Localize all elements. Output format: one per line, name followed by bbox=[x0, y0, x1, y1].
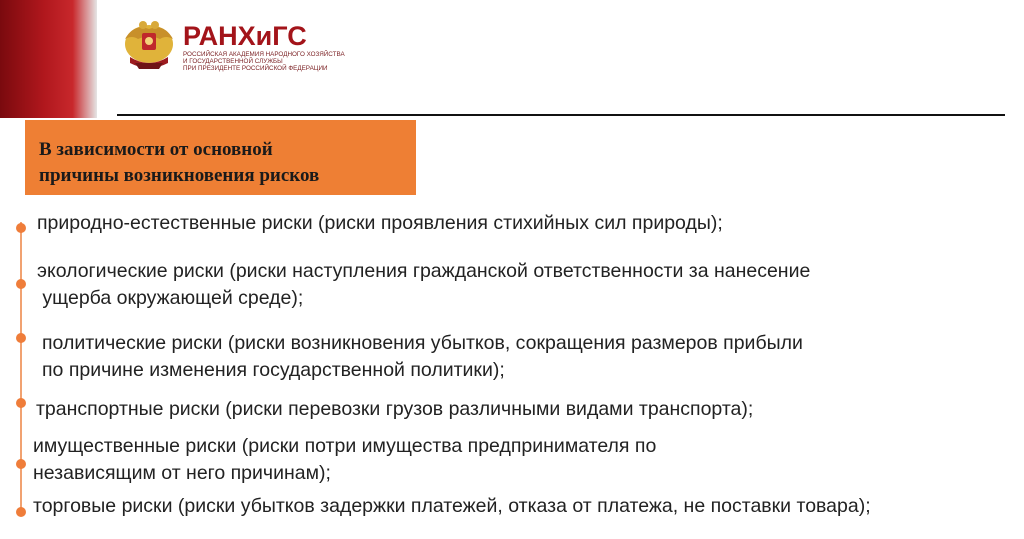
bullet-dot bbox=[16, 398, 26, 408]
list-item: торговые риски (риски убытков задержки платежей, отказа от платежа, не поставки товара); bbox=[33, 495, 871, 517]
left-red-bar bbox=[0, 0, 97, 118]
ranepa-logo bbox=[118, 17, 348, 77]
logo-subtitle: РОССИЙСКАЯ АКАДЕМИЯ НАРОДНОГО ХОЗЯЙСТВА И ГОСУДАРСТВЕННОЙ СЛУЖБЫ ПРИ ПРЕЗИДЕНТЕ РОССИЙСКОЙ ФЕДЕРАЦИИ bbox=[183, 51, 345, 72]
bullet-dot bbox=[16, 279, 26, 289]
heading-text: В зависимости от основной причины возникновения рисков bbox=[39, 139, 320, 186]
logo-brand-text: РАНХиГС bbox=[183, 21, 307, 51]
bullet-dot bbox=[16, 223, 26, 233]
bullet-dot bbox=[16, 507, 26, 517]
header-divider bbox=[117, 114, 1005, 116]
list-item: природно-естественные риски (риски проявления стихийных сил природы); bbox=[37, 212, 723, 234]
list-item: политические риски (риски возникновения убытков, сокращения размеров прибыли по причине изменения государственной политики); bbox=[42, 332, 803, 381]
list-item: транспортные риски (риски перевозки грузов различными видами транспорта); bbox=[36, 398, 754, 420]
bullet-dot bbox=[16, 459, 26, 469]
heading-box bbox=[25, 120, 416, 195]
timeline-line bbox=[20, 222, 22, 514]
list-item: экологические риски (риски наступления гражданской ответственности за нанесение ущерба окружающей среде); bbox=[37, 260, 811, 309]
list-item: имущественные риски (риски потри имущества предпринимателя по независящим от него причинам); bbox=[33, 435, 657, 484]
bullet-dot bbox=[16, 333, 26, 343]
eagle-emblem-icon bbox=[118, 17, 180, 77]
